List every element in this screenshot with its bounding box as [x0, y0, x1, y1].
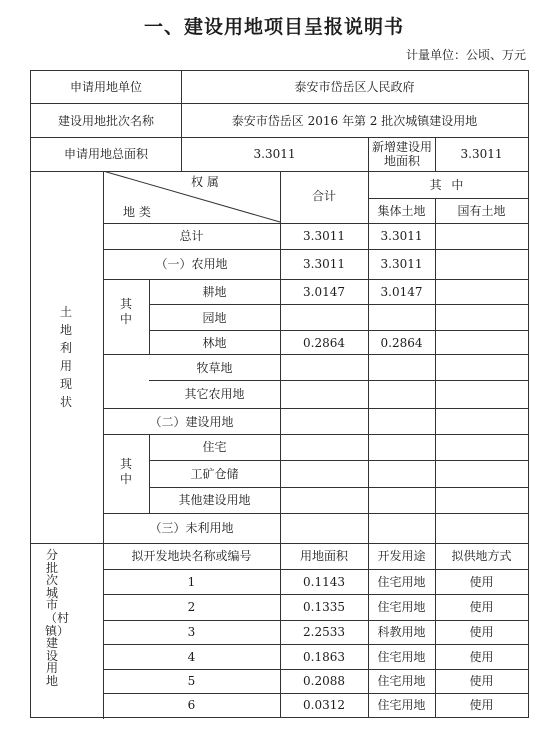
rule-line — [103, 669, 528, 670]
rule-line — [149, 304, 528, 305]
plot-id: 6 — [187, 698, 196, 712]
col-state: 国有土地 — [457, 204, 506, 218]
rule-line — [103, 354, 528, 355]
plot-use: 住宅用地 — [377, 650, 426, 664]
col-among: 其 中 — [429, 178, 467, 192]
row-other-agri-label: 其它农用地 — [184, 387, 245, 401]
plot-use: 住宅用地 — [377, 674, 426, 688]
row-total-collective: 3.3011 — [380, 229, 423, 243]
rule-line — [103, 594, 528, 595]
row-forest-sum: 0.2864 — [303, 336, 345, 350]
plot-use: 住宅用地 — [377, 575, 426, 589]
row-forest-label: 林地 — [202, 336, 227, 350]
plots-header-area: 用地面积 — [299, 549, 348, 563]
rule-line — [103, 569, 528, 570]
rule-line — [103, 408, 528, 409]
rule-line — [103, 513, 528, 514]
total-area-label: 申请用地总面积 — [63, 147, 148, 161]
row-forest-collective: 0.2864 — [380, 336, 423, 350]
application-form — [30, 70, 529, 718]
rule-line — [149, 487, 528, 488]
land-use-section-label: 土 地 利 用 现 状 — [59, 305, 78, 409]
plot-supply: 使用 — [469, 650, 494, 664]
plot-supply: 使用 — [469, 625, 494, 639]
plot-area: 0.0312 — [303, 698, 345, 712]
row-arable-sum: 3.0147 — [303, 285, 345, 299]
batch-value: 泰安市岱岳区 2016 年第 2 批次城镇建设用地 — [231, 114, 478, 128]
new-area-label: 新增建设用地面积 — [372, 140, 433, 168]
document-title: 一、建设用地项目呈报说明书 — [143, 16, 404, 38]
plot-use: 住宅用地 — [377, 698, 426, 712]
new-area-value: 3.3011 — [460, 147, 503, 161]
plot-id: 3 — [187, 625, 196, 639]
row-agri-collective: 3.3011 — [380, 257, 423, 271]
rule-line — [368, 198, 528, 199]
rule-line — [149, 330, 528, 331]
plots-header-supply: 拟供地方式 — [451, 549, 512, 563]
plots-section-label: 分批次城市（村镇）建设用地 — [45, 548, 70, 688]
row-garden-label: 园地 — [202, 311, 227, 325]
row-total-label: 总计 — [179, 229, 204, 243]
plot-id: 1 — [187, 575, 196, 589]
rule-line — [149, 460, 528, 461]
batch-label: 建设用地批次名称 — [57, 114, 154, 128]
plot-id: 4 — [187, 650, 196, 664]
plots-header-use: 开发用途 — [377, 549, 426, 563]
row-unused-label: （三）未利用地 — [149, 521, 234, 535]
row-residential-label: 住宅 — [202, 440, 227, 454]
plot-id: 5 — [187, 674, 196, 688]
rule-line — [103, 434, 528, 435]
plot-supply: 使用 — [469, 600, 494, 614]
col-total: 合计 — [311, 189, 336, 203]
plot-use: 住宅用地 — [377, 600, 426, 614]
rule-line — [149, 380, 528, 381]
row-other-construction-label: 其他建设用地 — [178, 493, 251, 507]
rule-line — [103, 620, 528, 621]
rule-line — [103, 693, 528, 694]
rule-line — [103, 644, 528, 645]
rule-line — [368, 137, 369, 171]
unit-note: 计量单位：公顷、万元 — [405, 48, 526, 62]
plot-id: 2 — [187, 600, 196, 614]
plot-supply: 使用 — [469, 575, 494, 589]
row-agri-sum: 3.3011 — [303, 257, 345, 271]
plot-supply: 使用 — [469, 674, 494, 688]
rule-line — [103, 223, 528, 224]
row-arable-collective: 3.0147 — [380, 285, 423, 299]
row-industrial-label: 工矿仓储 — [190, 467, 239, 481]
plot-area: 0.2088 — [303, 674, 345, 688]
plot-use: 科教用地 — [377, 625, 426, 639]
rule-line — [31, 103, 528, 104]
row-construction-label: （二）建设用地 — [149, 415, 234, 429]
plot-area: 0.1143 — [303, 575, 345, 589]
among-label-agri: 其中 — [119, 297, 132, 326]
among-label-construction: 其中 — [119, 457, 132, 486]
row-pasture-label: 牧草地 — [196, 361, 233, 375]
plots-header-name: 拟开发地块名称或编号 — [131, 549, 252, 563]
rule-line — [103, 249, 528, 250]
plot-supply: 使用 — [469, 698, 494, 712]
applicant-value: 泰安市岱岳区人民政府 — [294, 80, 415, 94]
total-area-value: 3.3011 — [253, 147, 296, 161]
rule-line — [435, 198, 436, 543]
plot-area: 2.2533 — [303, 625, 345, 639]
plot-area: 0.1863 — [303, 650, 345, 664]
row-arable-label: 耕地 — [202, 285, 227, 299]
plot-area: 0.1335 — [303, 600, 345, 614]
applicant-label: 申请用地单位 — [69, 80, 142, 94]
row-agri-label: （一）农用地 — [155, 257, 228, 271]
diag-bottom-label: 地 类 — [123, 205, 151, 219]
diag-top-label: 权 属 — [191, 175, 219, 189]
rule-line — [103, 279, 528, 280]
col-collective: 集体土地 — [377, 204, 426, 218]
rule-line — [31, 137, 528, 138]
row-total-sum: 3.3011 — [303, 229, 345, 243]
